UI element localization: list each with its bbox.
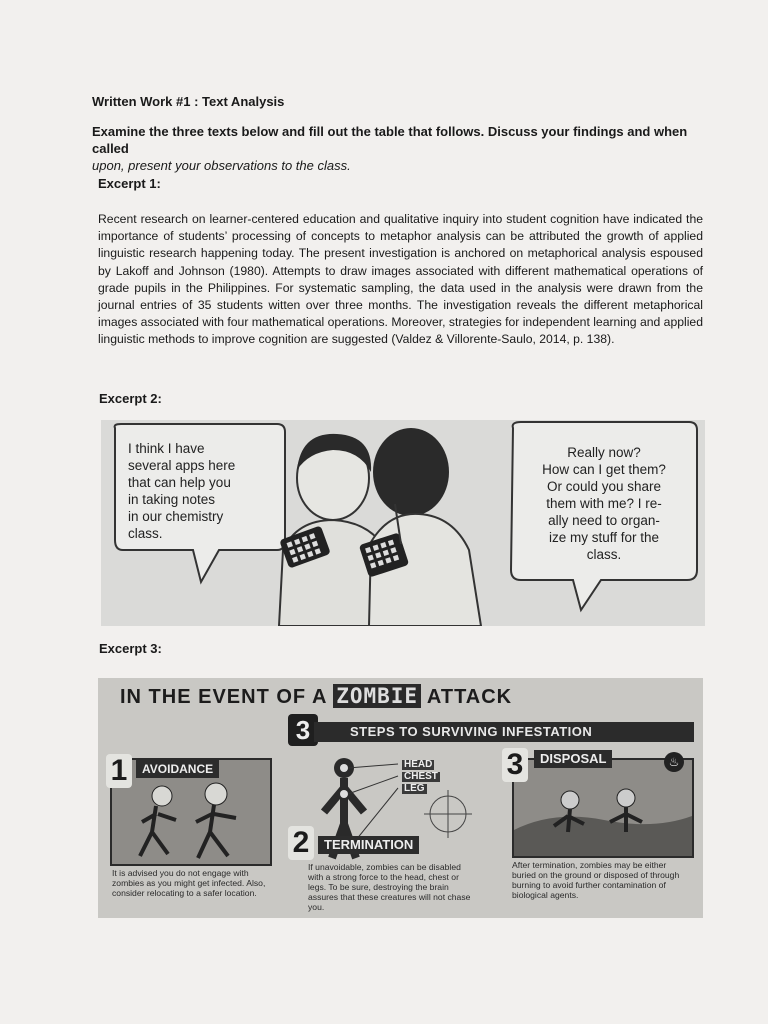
comic-illustration	[101, 420, 705, 626]
excerpt1-heading: Excerpt 1:	[98, 176, 161, 191]
step1-number: 1	[106, 754, 132, 788]
burial-scene-illustration	[514, 760, 692, 856]
right-bubble-line: Or could you share	[546, 479, 662, 494]
infographic-headline	[120, 684, 512, 709]
right-bubble-line: ally need to organ-	[548, 513, 660, 528]
right-bubble-line: class.	[586, 547, 622, 562]
right-bubble-line: them with me? I re-	[546, 496, 662, 511]
excerpt3-heading: Excerpt 3:	[99, 641, 162, 656]
step3-label: DISPOSAL	[534, 750, 612, 768]
left-bubble-line: that can help you	[128, 475, 231, 490]
fire-icon: ♨	[664, 752, 684, 772]
steps-title: STEPS TO SURVIVING INFESTATION	[314, 722, 694, 742]
instructions-bold: Examine the three texts below and fill out the table that follows. Discuss your findings and when called	[92, 124, 688, 156]
headline-after: ATTACK	[426, 686, 513, 708]
disposal-panel	[512, 758, 694, 858]
step2-number: 2	[288, 826, 314, 860]
left-bubble-line: I think I have	[128, 441, 205, 456]
excerpt1-text: Recent research on learner-centered education and qualitative inquiry into student cognition have indicated the importance of students’ processing of concepts to metaphor analysis can be attributed the growth of applied linguistic research happening today. The present investigation is anchored on metaphorical analysis espoused by Lakoff and Johnson (1980). Attempts to draw images associated with different mathematical operations of grade pupils in the Philippines. For systematic sampling, the data used in the analysis were drawn from the journal entries of 35 students witten over three months. The investigation reveals the different metaphorical images associated with four mathematical operations. Moreover, strategies for independent learning and applied linguistic methods to improve cognition are suggested (Valdez & Villorente-Saulo, 2014, p. 138).	[98, 212, 703, 347]
instructions	[92, 123, 702, 174]
left-bubble-line: in taking notes	[128, 492, 216, 507]
step2-caption: If unavoidable, zombies can be disabled with a strong force to the head, chest or legs. To be sure, destroying the brain assures that these creatures will not chase you.	[308, 862, 471, 912]
body-label-leg: LEG	[404, 783, 425, 794]
headline-zombie: ZOMBIE	[333, 684, 421, 708]
left-bubble-line: in our chemistry	[128, 509, 224, 524]
step1-caption: It is advised you do not engage with zombies as you might get infected. Also, consider relocating to a safer location.	[112, 868, 266, 898]
right-bubble-line: Really now?	[567, 445, 641, 460]
body-label-head: HEAD	[404, 759, 433, 770]
headline-before: IN THE EVENT OF A	[120, 686, 327, 708]
body-label-chest: CHEST	[404, 771, 438, 782]
page-title: Written Work #1 : Text Analysis	[92, 94, 285, 109]
left-speech-bubble	[128, 440, 268, 542]
step1-label: AVOIDANCE	[136, 760, 219, 778]
right-bubble-line: ize my stuff for the	[548, 530, 660, 545]
right-bubble-line: How can I get them?	[542, 462, 666, 477]
zombie-infographic	[98, 678, 703, 918]
step3-number: 3	[502, 748, 528, 782]
left-bubble-line: several apps here	[128, 458, 236, 473]
steps-number: 3	[288, 714, 318, 746]
right-speech-bubble	[519, 444, 689, 563]
excerpt2-heading: Excerpt 2:	[99, 391, 162, 406]
instructions-italic: upon, present your observations to the class.	[92, 158, 351, 173]
step3-caption: After termination, zombies may be either buried on the ground or disposed of through burning to avoid further contamination of biological agents.	[512, 860, 680, 900]
step2-label: TERMINATION	[318, 836, 419, 854]
left-bubble-line: class.	[128, 526, 163, 541]
